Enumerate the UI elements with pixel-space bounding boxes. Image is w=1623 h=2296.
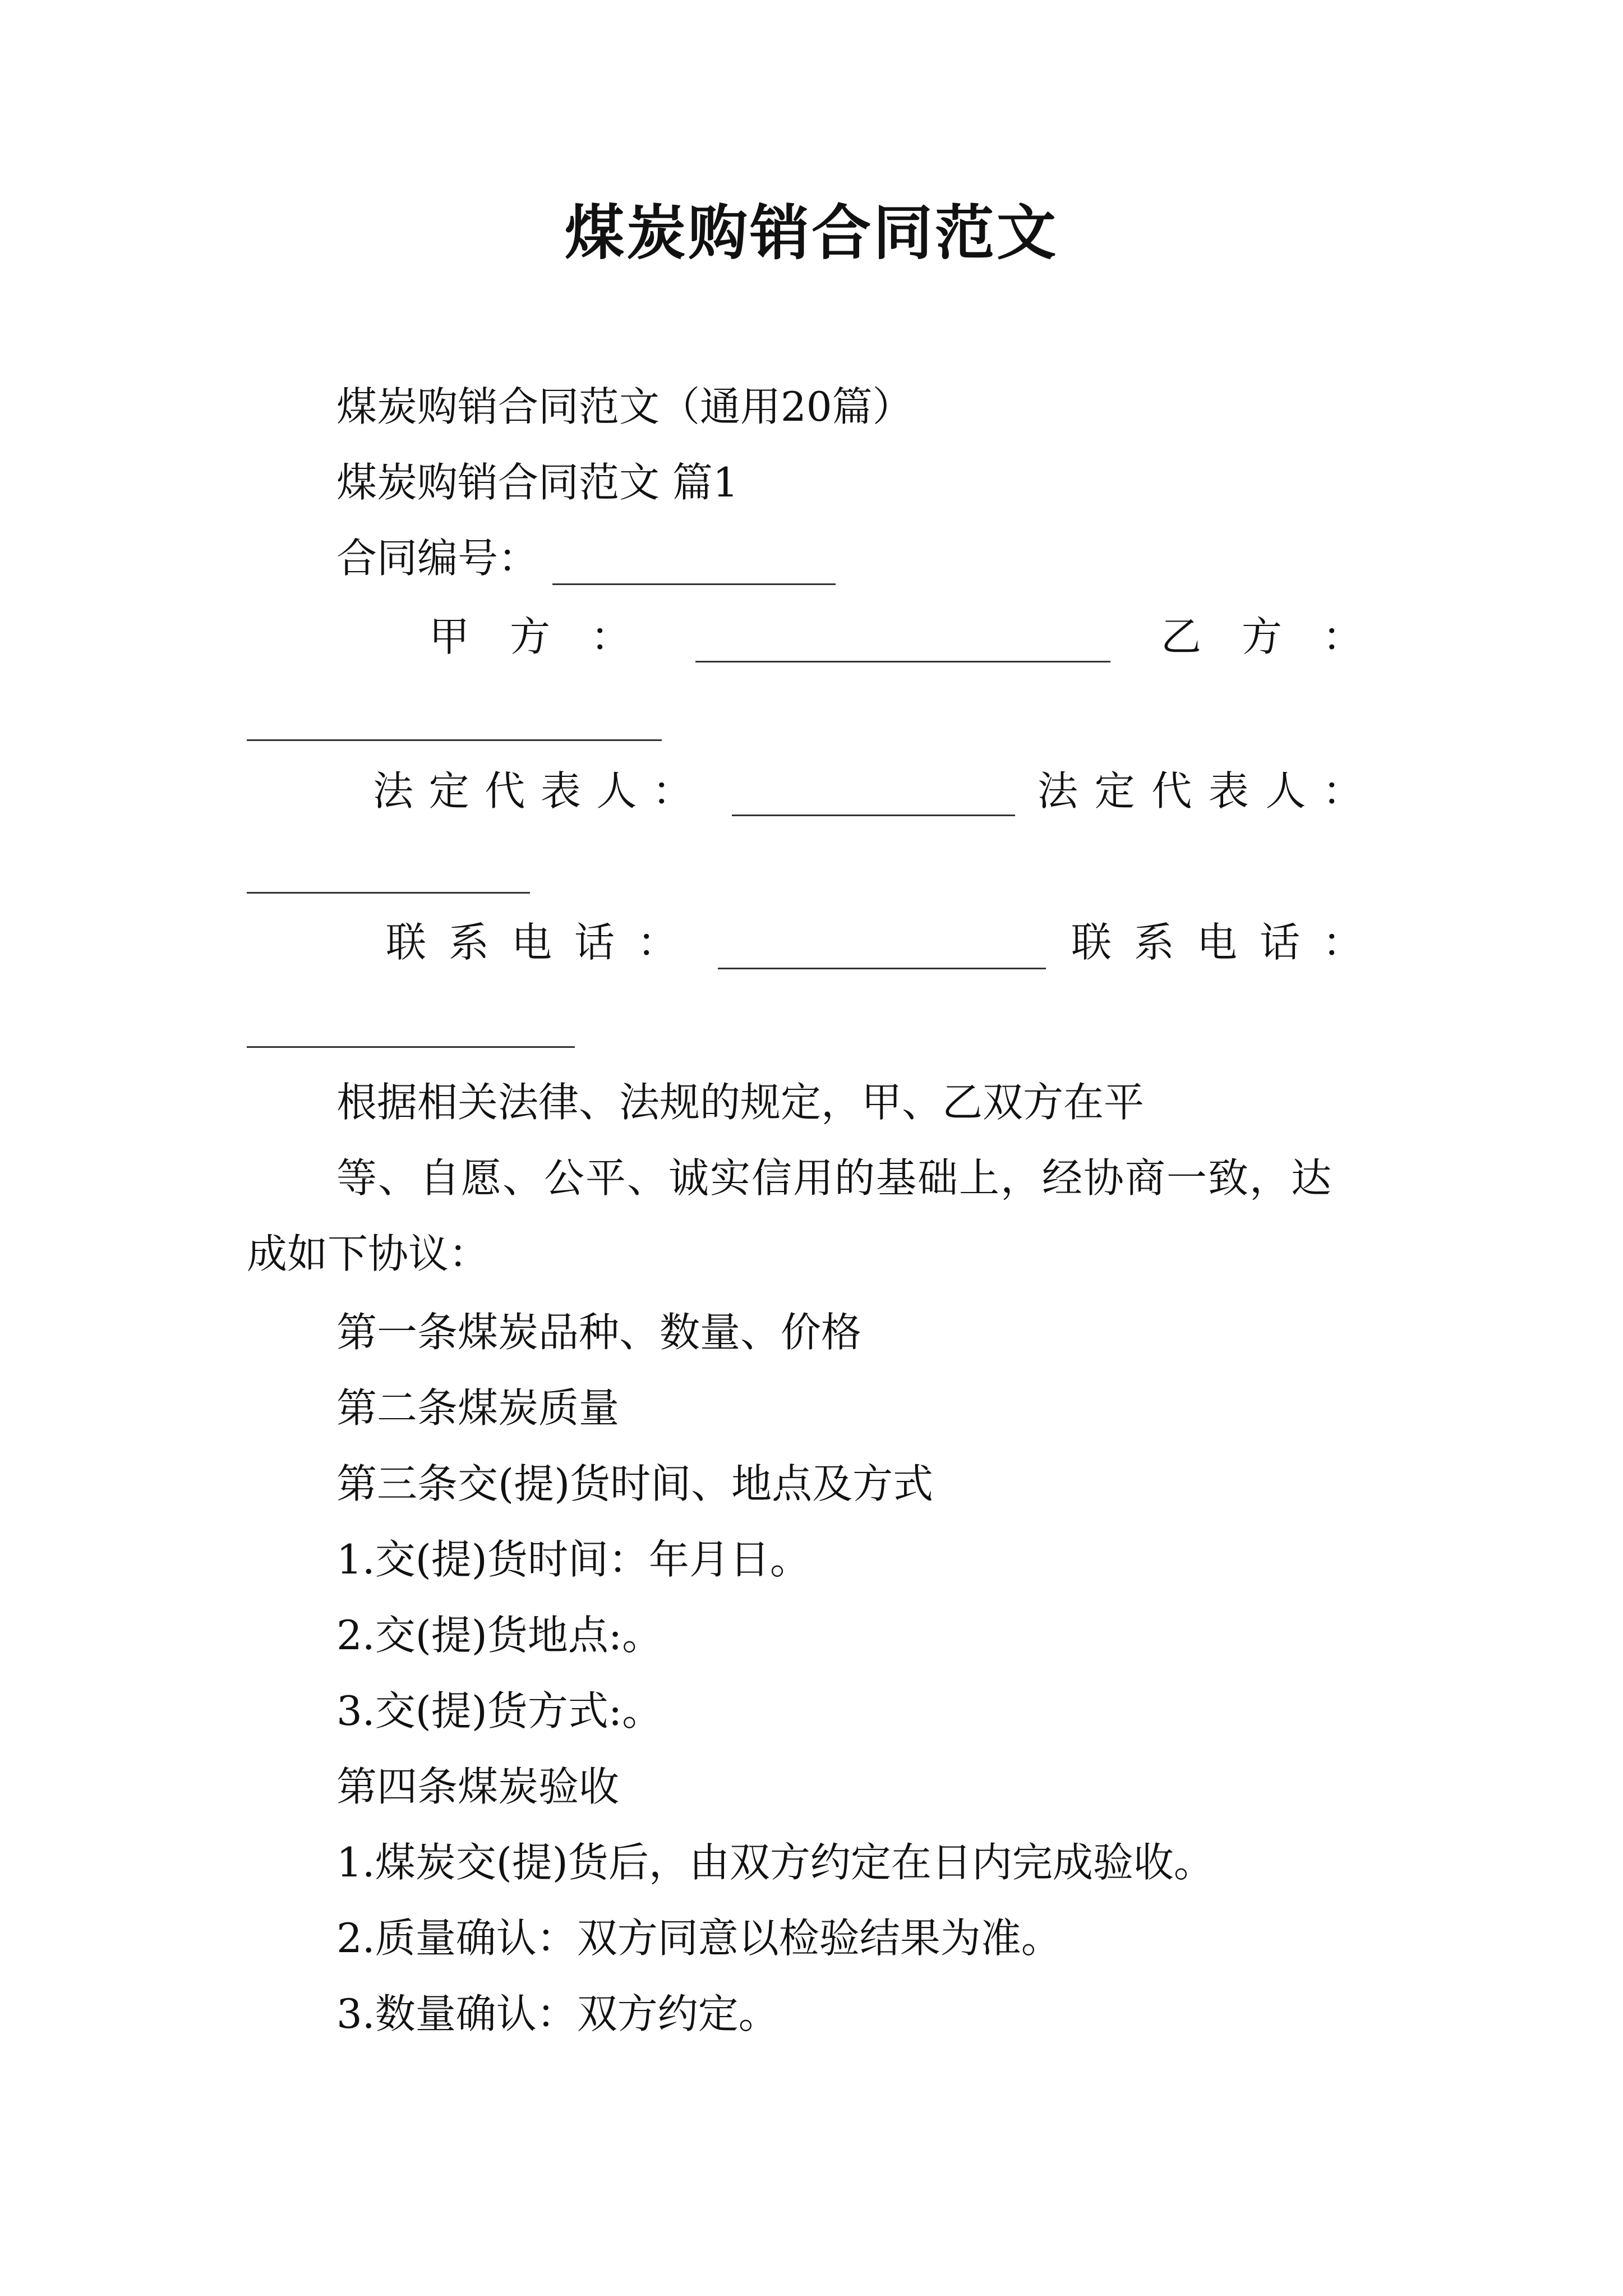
document-subtitle: 煤炭购销合同范文（通用20篇）	[336, 383, 913, 430]
section-heading: 煤炭购销合同范文 篇1	[336, 459, 739, 506]
phone-a-label: 联 系 电 话 ：	[386, 919, 677, 966]
contract-number-blank	[552, 583, 836, 585]
article-4-item-2: 2.质量确认：双方同意以检验结果为准。	[336, 1915, 1062, 1962]
article-3-item-1: 1.交(提)货时间：年月日。	[336, 1536, 810, 1583]
article-3-item-3: 3.交(提)货方式:。	[336, 1687, 663, 1734]
legal-rep-b-blank	[247, 892, 530, 894]
article-4-item-1: 1.煤炭交(提)货后，由双方约定在日内完成验收。	[336, 1839, 1214, 1886]
intro-paragraph-line-1: 根据相关法律、法规的规定，甲、乙双方在平	[336, 1079, 1145, 1126]
party-a-label: 甲 方 ：	[429, 613, 631, 660]
party-a-blank	[695, 661, 1110, 662]
contract-number-label: 合同编号：	[336, 535, 539, 582]
document-title: 煤炭购销合同范文	[565, 197, 1058, 268]
legal-rep-a-label: 法 定 代 表 人 ：	[373, 767, 693, 815]
party-b-label: 乙 方 ：	[1161, 613, 1363, 660]
phone-a-blank	[718, 968, 1046, 969]
article-2-heading: 第二条煤炭质量	[336, 1384, 620, 1432]
legal-rep-a-blank	[732, 815, 1015, 816]
article-3-item-2: 2.交(提)货地点:。	[336, 1612, 663, 1659]
phone-b-blank	[247, 1046, 575, 1048]
intro-paragraph-line-3: 成如下协议：	[247, 1230, 490, 1277]
article-1-heading: 第一条煤炭品种、数量、价格	[336, 1309, 862, 1356]
phone-b-label: 联 系 电 话 ：	[1071, 919, 1363, 966]
article-4-item-3: 3.数量确认：双方约定。	[336, 1990, 779, 2037]
article-4-heading: 第四条煤炭验收	[336, 1763, 620, 1810]
legal-rep-b-label: 法 定 代 表 人 ：	[1038, 767, 1363, 815]
intro-paragraph-line-2: 等、自愿、公平、诚实信用的基础上，经协商一致，达	[336, 1154, 1333, 1202]
article-3-heading: 第三条交(提)货时间、地点及方式	[336, 1460, 934, 1507]
party-b-blank	[247, 739, 662, 741]
